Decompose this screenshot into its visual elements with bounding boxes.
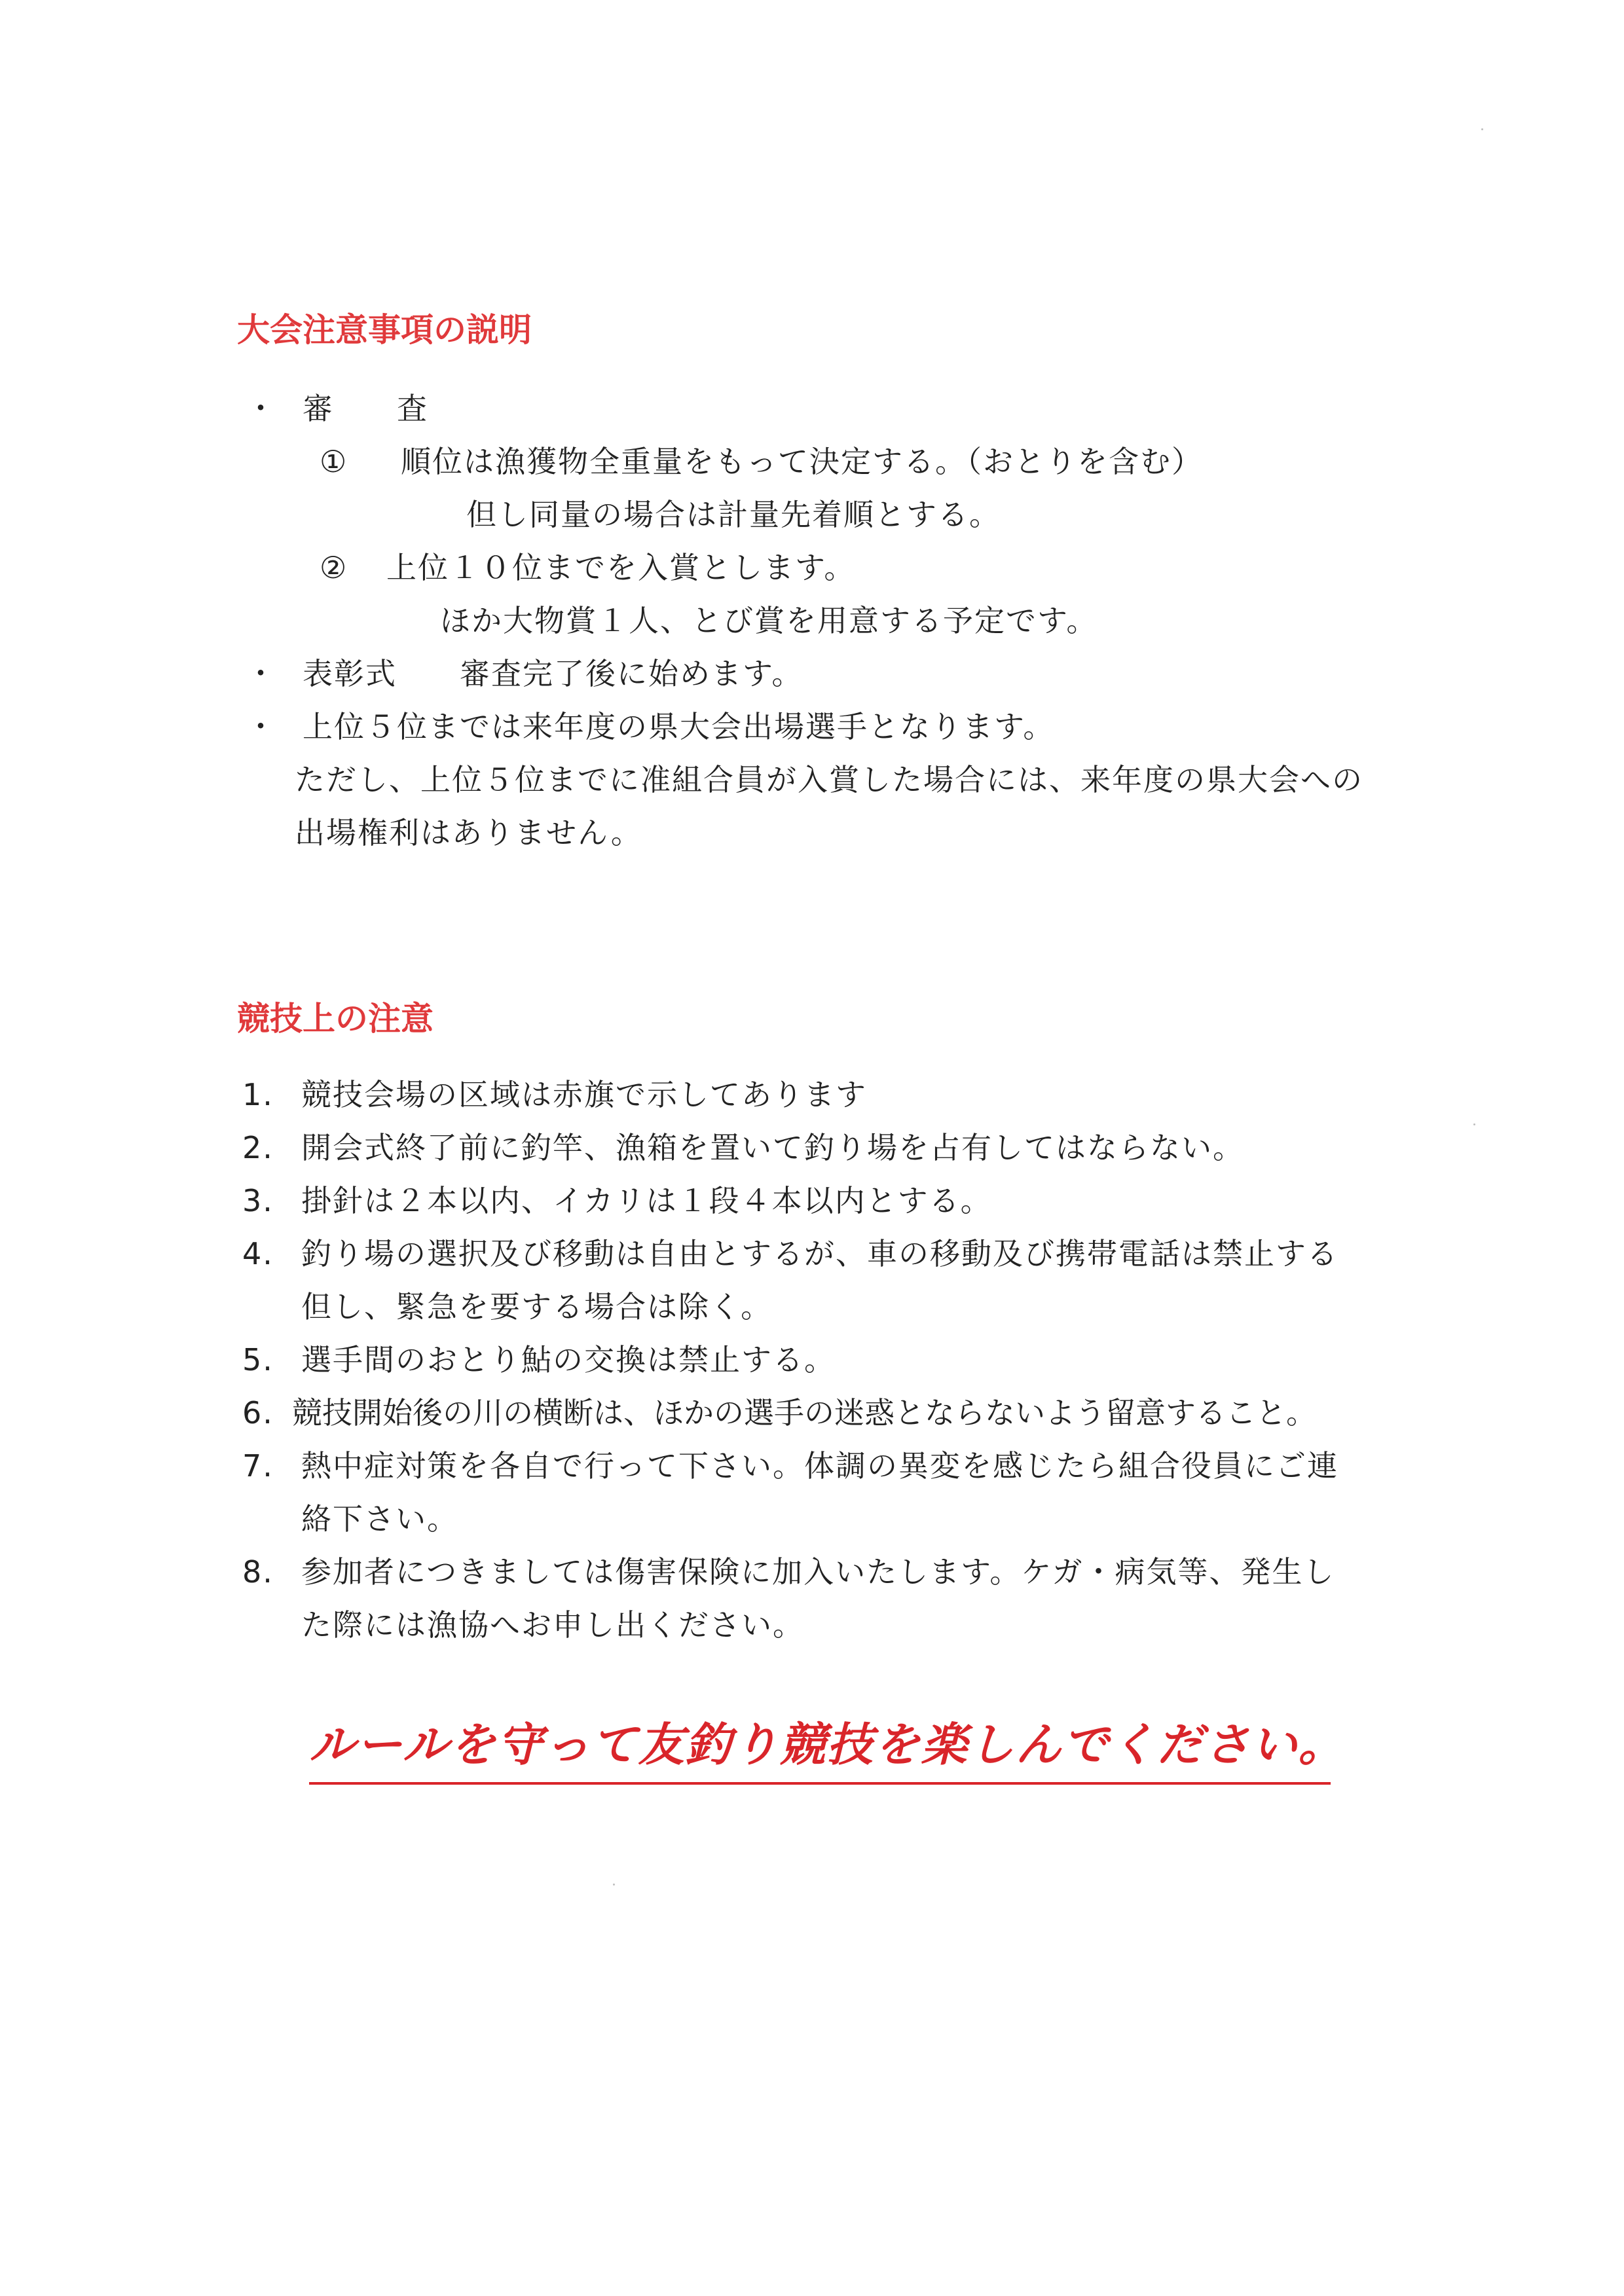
circled-number-2: ② [320, 550, 348, 585]
bullet-mark: ・ [246, 709, 277, 744]
rule-number: 7. [242, 1448, 274, 1484]
scan-speck [1481, 128, 1483, 130]
rule-number: 5. [242, 1342, 274, 1377]
competition-rule-4: 釣り場の選択及び移動は自由とするが、車の移動及び携帯電話は禁止する [301, 1236, 1338, 1271]
item-top5-qualify-cont: ただし、上位５位までに准組合員が入賞した場合には、来年度の県大会への [295, 762, 1363, 797]
competition-rule-2: 開会式終了前に釣竿、漁箱を置いて釣り場を占有してはならない。 [301, 1130, 1244, 1165]
scan-speck [1473, 1123, 1475, 1125]
closing-slogan: ルールを守って友釣り競技を楽しんでください。 [309, 1718, 1346, 1772]
item-award-ceremony: 表彰式 審査完了後に始めます。 [303, 656, 803, 691]
competition-rule-8: 参加者につきましては傷害保険に加入いたします。ケガ・病気等、発生し [301, 1554, 1335, 1590]
rule-number: 2. [242, 1130, 274, 1165]
rule-number: 4. [242, 1236, 274, 1271]
rule-number: 1. [242, 1077, 274, 1112]
rule-number: 8. [242, 1554, 274, 1590]
competition-rule-1: 競技会場の区域は赤旗で示してあります [301, 1077, 867, 1112]
competition-rule-5: 選手間のおとり鮎の交換は禁止する。 [301, 1342, 836, 1377]
section-heading-tournament-notes: 大会注意事項の説明 [237, 311, 532, 349]
item-judging-title: 審 査 [303, 391, 428, 426]
competition-rule-7: 熱中症対策を各自で行って下さい。体調の異変を感じたら組合役員にご連 [301, 1448, 1338, 1484]
rule-number: 3. [242, 1183, 274, 1218]
judging-rule-1: 順位は漁獲物全重量をもって決定する。（おとりを含む） [401, 444, 1203, 479]
judging-rule-2: 上位１０位までを入賞とします。 [386, 550, 856, 585]
circled-number-1: ① [320, 444, 348, 479]
scan-speck [613, 1884, 615, 1886]
item-top5-qualify-cont2: 出場権利はありません。 [295, 815, 642, 850]
bullet-mark: ・ [246, 391, 277, 426]
item-top5-qualify: 上位５位までは来年度の県大会出場選手となります。 [303, 709, 1055, 744]
bullet-mark: ・ [246, 656, 277, 691]
judging-rule-2-cont: ほか大物賞１人、とび賞を用意する予定です。 [440, 603, 1098, 638]
judging-rule-1-cont: 但し同量の場合は計量先着順とする。 [466, 497, 1001, 532]
rule-number: 6. [242, 1395, 274, 1430]
section-heading-competition-notes: 競技上の注意 [237, 1000, 434, 1038]
slogan-underline [309, 1782, 1331, 1785]
competition-rule-4-cont: 但し、緊急を要する場合は除く。 [301, 1289, 773, 1324]
competition-rule-6: 競技開始後の川の横断は、ほかの選手の迷惑とならないよう留意すること。 [292, 1395, 1316, 1430]
competition-rule-7-cont: 絡下さい。 [301, 1501, 458, 1537]
competition-rule-3: 掛針は２本以内、イカリは１段４本以内とする。 [301, 1183, 992, 1218]
competition-rule-8-cont: た際には漁協へお申し出ください。 [301, 1607, 804, 1643]
